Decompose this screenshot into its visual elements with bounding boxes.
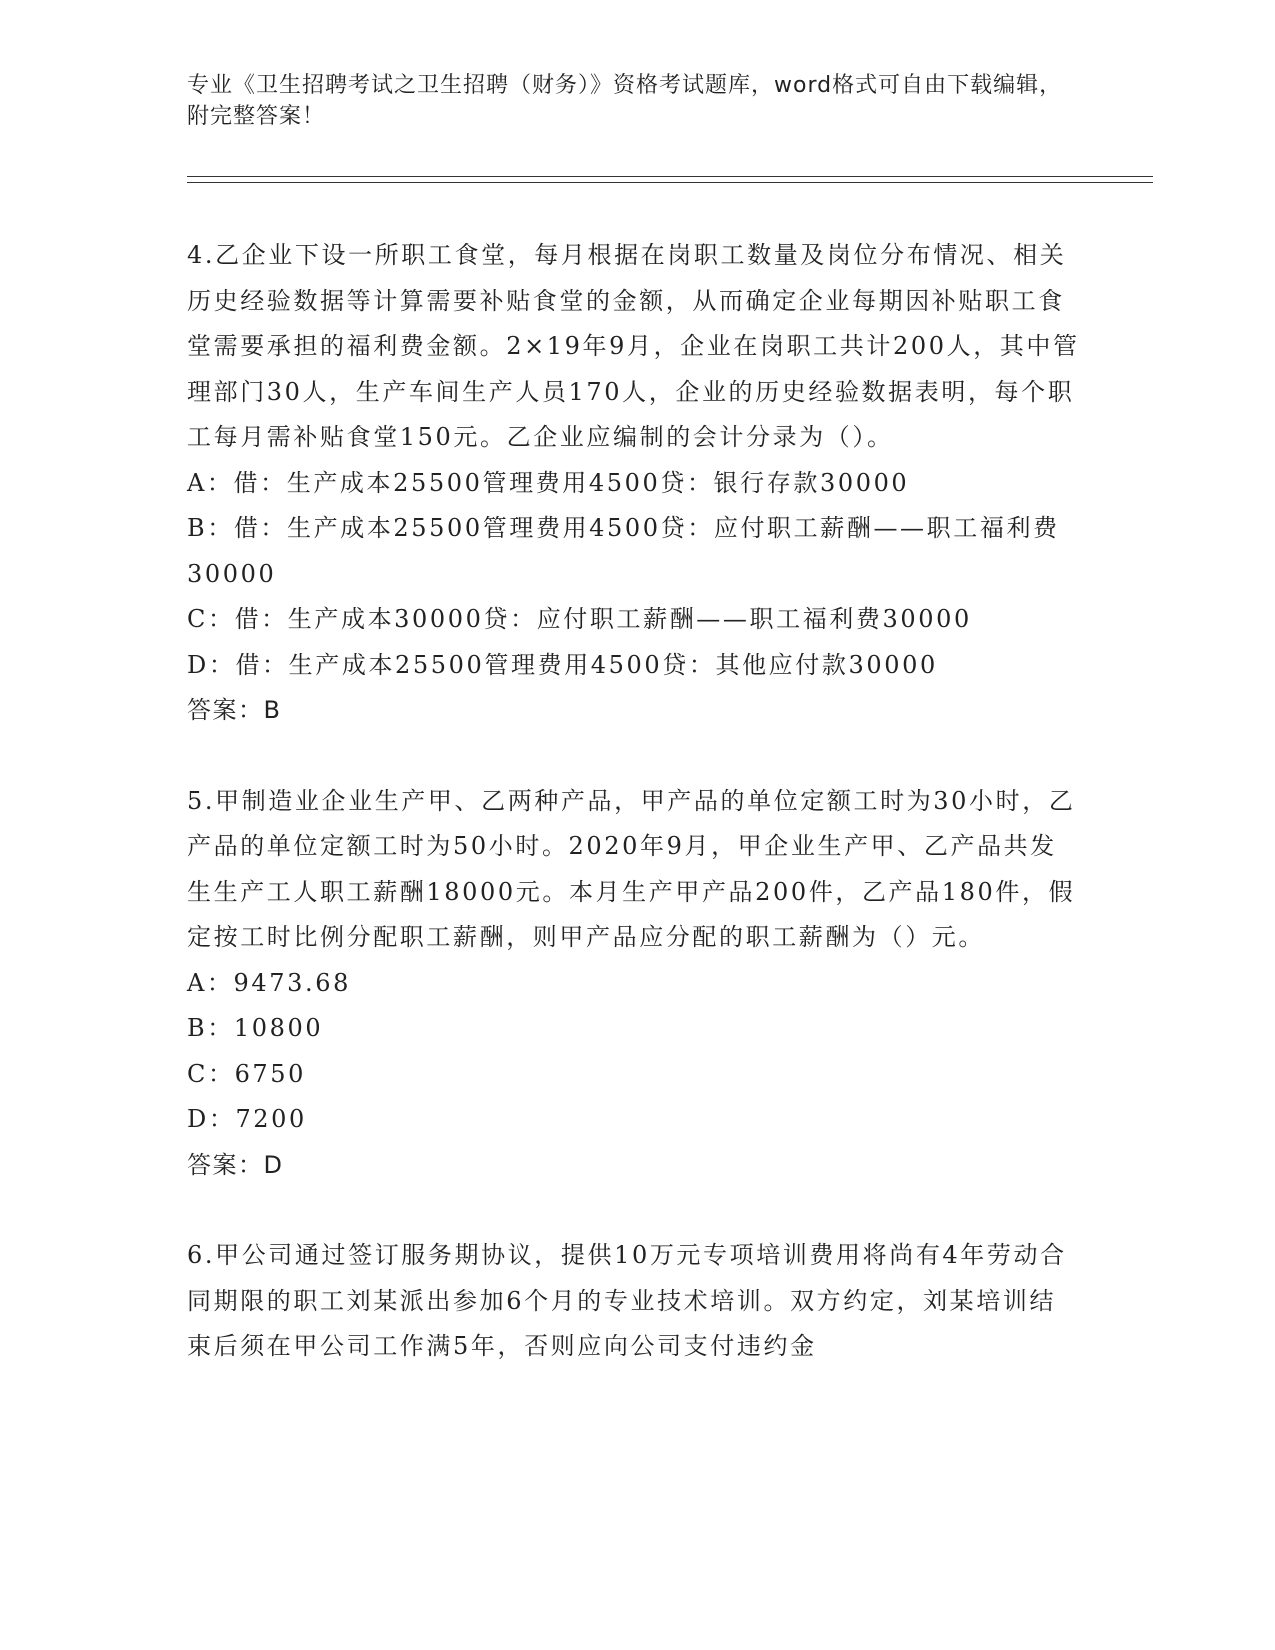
header-divider-bottom — [187, 182, 1153, 183]
question-list — [187, 233, 1082, 1415]
option-c: C：借：生产成本30000贷：应付职工薪酬——职工福利费30000 — [187, 605, 972, 633]
answer-line: 答案：B — [187, 696, 282, 724]
question-4 — [187, 233, 1082, 734]
option-b: B：借：生产成本25500管理费用4500贷：应付职工薪酬——职工福利费30000 — [187, 514, 1060, 588]
question-stem: 5.甲制造业企业生产甲、乙两种产品，甲产品的单位定额工时为30小时，乙产品的单位定额工时为50小时。2020年9月，甲企业生产甲、乙产品共发生生产工人职工薪酬18000元。本月生产甲产品200件，乙产品180件，假定按工时比例分配职工薪酬，则甲产品应分配的职工薪酬为（）元。 — [187, 786, 1076, 951]
option-d: D：7200 — [187, 1105, 307, 1133]
question-stem: 6.甲公司通过签订服务期协议，提供10万元专项培训费用将尚有4年劳动合同期限的职工刘某派出参加6个月的专业技术培训。双方约定，刘某培训结束后须在甲公司工作满5年，否则应向公司支付违约金 — [187, 1241, 1067, 1360]
question-5 — [187, 779, 1082, 1189]
document-header: 专业《卫生招聘考试之卫生招聘（财务）》资格考试题库，word格式可自由下载编辑，附完整答案！ — [187, 73, 1063, 129]
header-divider-top — [187, 176, 1153, 177]
option-a: A：9473.68 — [187, 968, 351, 997]
option-d: D：借：生产成本25500管理费用4500贷：其他应付款30000 — [187, 650, 938, 679]
option-a: A：借：生产成本25500管理费用4500贷：银行存款30000 — [187, 468, 910, 497]
question-6 — [187, 1233, 1082, 1370]
question-stem: 4.乙企业下设一所职工食堂，每月根据在岗职工数量及岗位分布情况、相关历史经验数据等计算需要补贴食堂的金额，从而确定企业每期因补贴职工食堂需要承担的福利费金额。2×19年9月，企业在岗职工共计200人，其中管理部门30人，生产车间生产人员170人，企业的历史经验数据表明，每个职工每月需补贴食堂150元。乙企业应编制的会计分录为（）。 — [187, 241, 1080, 451]
option-b: B：10800 — [187, 1014, 324, 1042]
answer-line: 答案：D — [187, 1150, 284, 1179]
option-c: C：6750 — [187, 1059, 307, 1088]
